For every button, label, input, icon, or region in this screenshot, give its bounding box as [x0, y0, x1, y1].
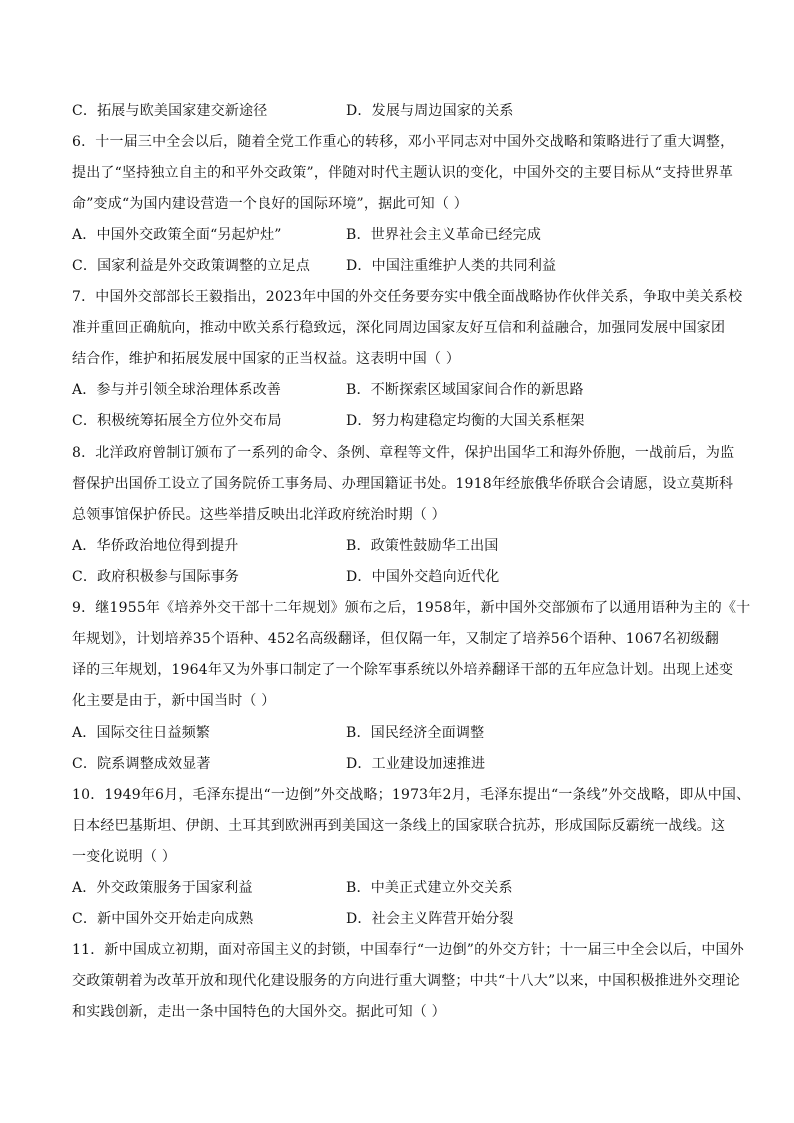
q8-stem-line-1: 8．北洋政府曾制订颁布了一系列的命令、条例、章程等文件，保护出国华工和海外侨胞，一战前后，为监 — [72, 445, 735, 461]
q9-stem-line-4: 化主要是由于，新中国当时（ ） — [72, 693, 276, 709]
q8-stem-line-2: 督保护出国侨工设立了国务院侨工事务局、办理国籍证书处。1918年经旅俄华侨联合会请愿，设立莫斯科 — [72, 476, 734, 492]
q8-stem-line-3: 总领事馆保护侨民。这些举措反映出北洋政府统治时期（ ） — [72, 507, 446, 523]
q9-option-b: B．国民经济全面调整 — [346, 725, 485, 741]
q6-option-a: A．中国外交政策全面“另起炉灶” — [72, 227, 282, 243]
q10-option-a: A．外交政策服务于国家利益 — [72, 880, 253, 896]
q7-option-b: B．不断探索区域国家间合作的新思路 — [346, 382, 584, 398]
q6-option-d: D．中国注重维护人类的共同利益 — [346, 258, 557, 274]
q8-option-a: A．华侨政治地位得到提升 — [72, 538, 239, 554]
q10-stem-line-3: 一变化说明（ ） — [72, 849, 177, 865]
q7-stem-line-1: 7．中国外交部部长王毅指出，2023年中国的外交任务要夯实中俄全面战略协作伙伴关系，争取中美关系校 — [72, 289, 743, 305]
q9-stem-line-2: 年规划》，计划培养35个语种、452名高级翻译，但仅隔一年，又制定了培养56个语种、1067名初级翻 — [72, 631, 719, 647]
q9-stem-line-1: 9．继1955年《培养外交干部十二年规划》颁布之后，1958年，新中国外交部颁布了以通用语种为主的《十 — [72, 600, 751, 616]
q5-option-c: C．拓展与欧美国家建交新途径 — [72, 103, 268, 119]
q9-stem-line-3: 译的三年规划，1964年又为外事口制定了一个除军事系统以外培养翻译干部的五年应急计划。出现上述变 — [72, 662, 734, 678]
q10-stem-line-1: 10．1949年6月，毛泽东提出“一边倒”外交战略；1973年2月，毛泽东提出“一条线”外交战略，即从中国、 — [72, 787, 751, 803]
q6-stem-line-2: 提出了“坚持独立自主的和平外交政策”，伴随对时代主题认识的变化，中国外交的主要目标从“支持世界革 — [72, 165, 734, 181]
q6-stem-line-1: 6．十一届三中全会以后，随着全党工作重心的转移，邓小平同志对中国外交战略和策略进行了重大调整， — [72, 134, 735, 150]
q6-stem-line-3: 命”变成“为国内建设营造一个良好的国际环境”，据此可知（ ） — [72, 196, 468, 212]
q10-stem-line-2: 日本经巴基斯坦、伊朗、土耳其到欧洲再到美国这一条线上的国家联合抗苏，形成国际反霸统一战线。这 — [72, 818, 726, 834]
q6-option-c: C．国家利益是外交政策调整的立足点 — [72, 258, 311, 274]
q10-option-b: B．中美正式建立外交关系 — [346, 880, 513, 896]
q7-stem-line-3: 结合作，维护和拓展发展中国家的正当权益。这表明中国（ ） — [72, 351, 461, 367]
q7-stem-line-2: 准并重回正确航向，推动中欧关系行稳致远，深化同周边国家友好互信和利益融合，加强同发展中国家团 — [72, 320, 726, 336]
q5-option-d: D．发展与周边国家的关系 — [346, 103, 514, 119]
q9-option-d: D．工业建设加速推进 — [346, 756, 486, 772]
q10-option-d: D．社会主义阵营开始分裂 — [346, 911, 514, 927]
q11-stem-line-1: 11．新中国成立初期，面对帝国主义的封锁，中国奉行“一边倒”的外交方针；十一届三中全会以后，中国外 — [72, 942, 744, 958]
q10-option-c: C．新中国外交开始走向成熟 — [72, 911, 254, 927]
q8-option-d: D．中国外交趋向近代化 — [346, 569, 500, 585]
q11-stem-line-2: 交政策朝着为改革开放和现代化建设服务的方向进行重大调整；中共“十八大”以来，中国积极推进外交理论 — [72, 973, 740, 989]
q7-option-c: C．积极统筹拓展全方位外交布局 — [72, 413, 282, 429]
q9-option-c: C．院系调整成效显著 — [72, 756, 211, 772]
q11-stem-line-3: 和实践创新，走出一条中国特色的大国外交。据此可知（ ） — [72, 1004, 446, 1020]
q6-option-b: B．世界社会主义革命已经完成 — [346, 227, 542, 243]
q8-option-c: C．政府积极参与国际事务 — [72, 569, 240, 585]
q7-option-a: A．参与并引领全球治理体系改善 — [72, 382, 282, 398]
q9-option-a: A．国际交往日益频繁 — [72, 725, 211, 741]
q7-option-d: D．努力构建稳定均衡的大国关系框架 — [346, 413, 585, 429]
q8-option-b: B．政策性鼓励华工出国 — [346, 538, 499, 554]
